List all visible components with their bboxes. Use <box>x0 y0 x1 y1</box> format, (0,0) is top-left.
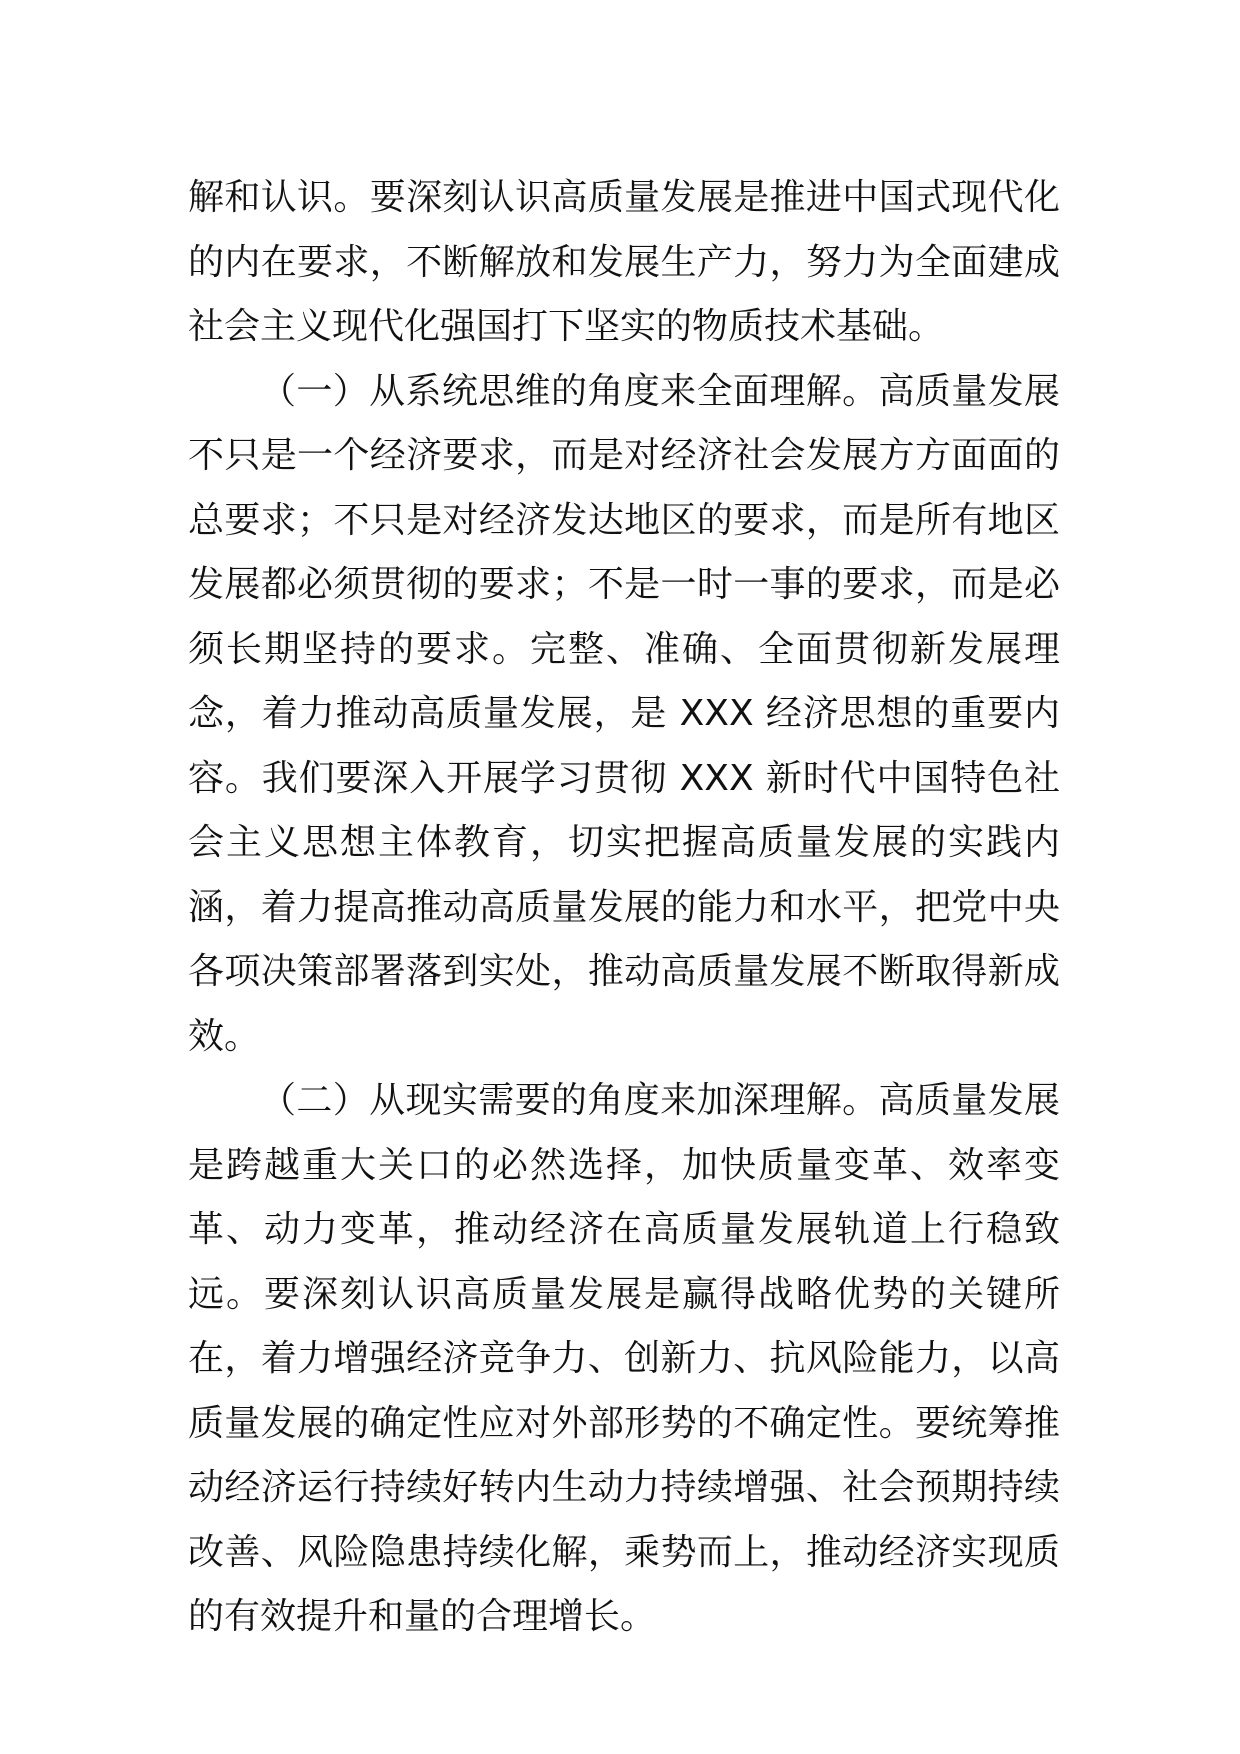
paragraph-continuation: 解和认识。要深刻认识高质量发展是推进中国式现代化的内在要求，不断解放和发展生产力，努力为全面建成社会主义现代化强国打下坚实的物质技术基础。 <box>188 177 1060 347</box>
body-text <box>188 166 1060 1650</box>
paragraph-section-two: （二）从现实需要的角度来加深理解。高质量发展是跨越重大关口的必然选择，加快质量变革、效率变革、动力变革，推动经济在高质量发展轨道上行稳致远。要深刻认识高质量发展是赢得战略优势的关键所在，着力增强经济竞争力、创新力、抗风险能力，以高质量发展的确定性应对外部形势的不确定性。要统筹推动经济运行持续好转内生动力持续增强、社会预期持续改善、风险隐患持续化解，乘势而上，推动经济实现质的有效提升和量的合理增长。 <box>188 1080 1060 1637</box>
paragraph-section-one: （一）从系统思维的角度来全面理解。高质量发展不只是一个经济要求，而是对经济社会发展方方面面的总要求；不只是对经济发达地区的要求，而是所有地区发展都必须贯彻的要求；不是一时一事的要求，而是必须长期坚持的要求。完整、准确、全面贯彻新发展理念，着力推动高质量发展，是 XXX 经济思想的重要内容。我们要深入开展学习贯彻 XXX 新时代中国特色社会主义思想主体教育，切实把握高质量发展的实践内涵，着力提高推动高质量发展的能力和水平，把党中央各项决策部署落到实处，推动高质量发展不断取得新成效。 <box>188 370 1060 1057</box>
